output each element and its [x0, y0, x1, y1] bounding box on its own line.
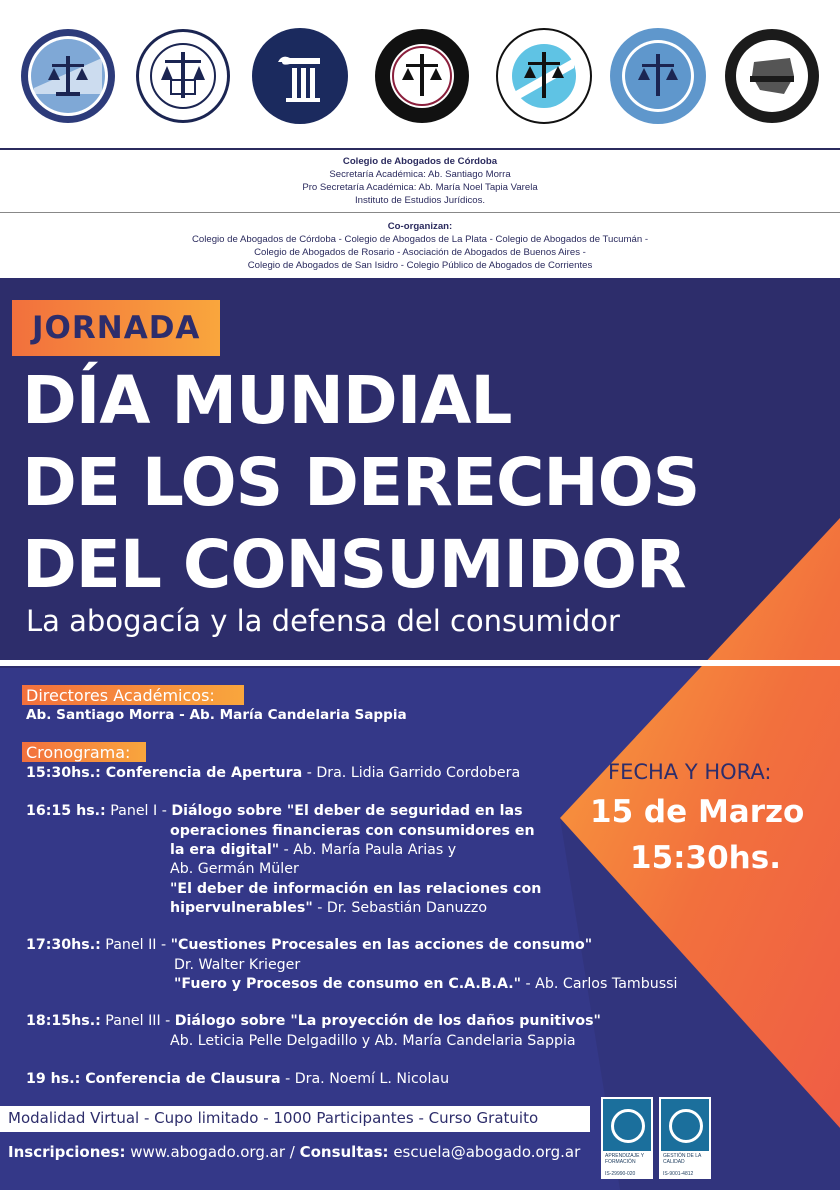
headline-line-2: DE LOS DERECHOS — [22, 444, 700, 521]
schedule-item-panel-3: 18:15hs.: Panel III - Diálogo sobre "La proyección de los daños punitivos" — [26, 1013, 601, 1029]
event-date: 15 de Marzo — [590, 794, 805, 830]
schedule-line: Ab. Germán Müler — [170, 861, 299, 877]
headline-line-3: DEL CONSUMIDOR — [22, 526, 686, 603]
jornada-label: JORNADA — [32, 310, 201, 346]
inscriptions-link[interactable]: www.abogado.org.ar / — [125, 1143, 300, 1161]
schedule-line: Ab. Leticia Pelle Delgadillo y Ab. María Candelaria Sappia — [170, 1033, 576, 1049]
white-divider — [0, 660, 840, 666]
modality-text: Modalidad Virtual - Cupo limitado - 1000 Participantes - Curso Gratuito — [8, 1109, 539, 1127]
colegio-tucuman-logo — [610, 28, 706, 124]
coorganizers-block — [0, 220, 840, 272]
colegio-cordoba-logo — [20, 28, 116, 124]
schedule-item-clausura: 19 hs.: Conferencia de Clausura - Dra. Noemí L. Nicolau — [26, 1071, 450, 1087]
coorganizers-line: Colegio de Abogados de San Isidro - Colegio Público de Abogados de Corrientes — [247, 260, 593, 271]
organizer-name: Colegio de Abogados de Córdoba — [342, 156, 498, 167]
modality-bar — [0, 1106, 590, 1132]
cert-code: IS-29990-020 — [605, 1171, 636, 1177]
subtitle: La abogacía y la defensa del consumidor — [26, 604, 620, 638]
colegio-san-isidro-logo — [135, 28, 231, 124]
event-time: 15:30hs. — [630, 840, 781, 876]
coorganizers-label: Co-organizan: — [387, 221, 453, 232]
colegio-la-plata-logo — [374, 28, 470, 124]
directors-heading — [22, 685, 244, 705]
cert-caption: GESTIÓN DE LA CALIDAD — [663, 1153, 702, 1165]
coorganizers-line: Colegio de Abogados de Córdoba - Colegio de Abogados de La Plata - Colegio de Abogados de Tucumán - — [191, 234, 649, 245]
consultas-email[interactable]: escuela@abogado.org.ar — [388, 1143, 581, 1161]
schedule-item-apertura: 15:30hs.: Conferencia de Apertura - Dra. Lidia Garrido Cordobera — [26, 765, 521, 781]
cert-caption: APRENDIZAJE Y FORMACIÓN — [605, 1153, 644, 1165]
schedule-line: Dr. Walter Krieger — [174, 957, 301, 973]
main-panel — [0, 278, 840, 1190]
colegio-corrientes-logo — [724, 28, 820, 124]
organizer-line: Instituto de Estudios Jurídicos. — [354, 195, 486, 206]
organizer-block — [0, 155, 840, 207]
asociacion-buenos-aires-logo — [496, 28, 592, 124]
column-logo — [252, 28, 348, 124]
schedule-line: operaciones financieras con consumidores en — [170, 823, 535, 839]
jornada-tag — [12, 300, 220, 356]
divider — [0, 212, 840, 213]
cronograma-label: Cronograma: — [26, 743, 131, 762]
date-label: FECHA Y HORA: — [608, 760, 772, 784]
inscriptions-label: Inscripciones: — [8, 1143, 126, 1161]
directors-label: Directores Académicos: — [26, 686, 215, 705]
coorganizers-line: Colegio de Abogados de Rosario - Asociación de Abogados de Buenos Aires - — [254, 247, 586, 258]
schedule-item-panel-2: 17:30hs.: Panel II - "Cuestiones Procesales en las acciones de consumo" — [26, 937, 593, 953]
logos-row — [0, 0, 840, 148]
iram-cert-icon — [659, 1097, 711, 1179]
schedule-line: "El deber de información en las relaciones con — [170, 881, 542, 897]
schedule-line: la era digital" - Ab. María Paula Arias y — [170, 842, 457, 858]
cert-code: IS-9001-4812 — [663, 1171, 694, 1177]
cronograma-heading — [22, 742, 146, 762]
consultas-label: Consultas: — [299, 1143, 389, 1161]
organizer-line: Secretaría Académica: Ab. Santiago Morra — [329, 169, 511, 180]
contact-line — [8, 1143, 580, 1161]
headline-line-1: DÍA MUNDIAL — [22, 362, 512, 439]
iram-cert-icon — [601, 1097, 653, 1179]
top-rule — [0, 148, 840, 150]
schedule-line: hipervulnerables" - Dr. Sebastián Danuzzo — [170, 900, 488, 916]
organizer-line: Pro Secretaría Académica: Ab. María Noel Tapia Varela — [302, 182, 538, 193]
directors-names: Ab. Santiago Morra - Ab. María Candelaria Sappia — [26, 707, 407, 723]
schedule-item-panel-1: 16:15 hs.: Panel I - Diálogo sobre "El deber de seguridad en las — [26, 803, 523, 819]
schedule-line: "Fuero y Procesos de consumo en C.A.B.A." - Ab. Carlos Tambussi — [174, 976, 678, 992]
